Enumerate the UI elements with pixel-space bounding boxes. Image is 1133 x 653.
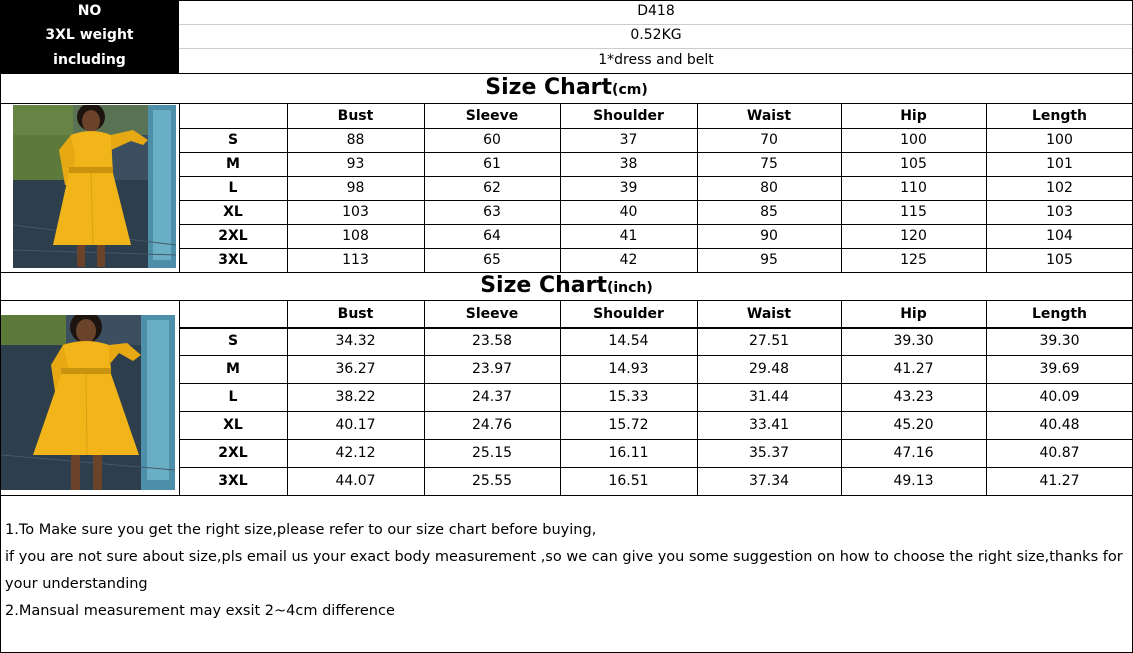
table-cell: 24.37 [471, 389, 513, 405]
table-cell: 41 [619, 228, 638, 244]
cm-chart-title [0, 75, 1133, 100]
table-cell: 100 [1046, 132, 1073, 148]
table-cell: 49.13 [893, 473, 934, 489]
table-cell: 102 [1046, 180, 1073, 196]
table-cell: 23.97 [471, 361, 513, 377]
table-cell: 120 [900, 228, 927, 244]
size-label: M [226, 361, 240, 377]
table-cell: 16.11 [608, 445, 649, 461]
table-cell: 38 [619, 156, 638, 172]
info-value-weight: 0.52KG [630, 27, 682, 43]
size-label: L [228, 389, 238, 405]
table-cell: 41.27 [893, 361, 934, 377]
table-cell: 105 [900, 156, 927, 172]
table-cell: 100 [900, 132, 927, 148]
table-cell: 113 [342, 252, 369, 268]
table-cell: 34.32 [335, 333, 376, 349]
table-cell: 105 [1046, 252, 1073, 268]
table-cell: 16.51 [608, 473, 649, 489]
table-cell: 101 [1046, 156, 1073, 172]
column-header-hip: Hip [900, 107, 927, 124]
note-line-3: your understanding [5, 576, 148, 592]
table-cell: 104 [1046, 228, 1073, 244]
table-cell: 15.72 [608, 417, 649, 433]
note-line-2: if you are not sure about size,pls email us your exact body measurement ,so we can give you some suggestion on how to choose the right size,thanks for [5, 549, 1123, 565]
product-photo-cm [13, 105, 176, 268]
size-label: 2XL [218, 445, 248, 461]
table-cell: 25.15 [471, 445, 513, 461]
table-cell: 23.58 [471, 333, 513, 349]
table-cell: 62 [483, 180, 501, 196]
column-header-shoulder: Shoulder [593, 107, 664, 124]
size-label: 3XL [218, 252, 248, 268]
column-header-length: Length [1031, 305, 1088, 322]
table-cell: 31.44 [748, 389, 790, 405]
dress-photo-image [13, 105, 176, 268]
table-cell: 115 [900, 204, 927, 220]
table-cell: 39.30 [1039, 333, 1080, 349]
table-cell: 39 [619, 180, 638, 196]
table-cell: 42.12 [335, 445, 376, 461]
table-cell: 39.69 [1039, 361, 1080, 377]
column-header-sleeve: Sleeve [465, 305, 519, 322]
size-label: XL [223, 204, 243, 220]
size-label: L [228, 180, 238, 196]
table-cell: 24.76 [471, 417, 513, 433]
table-cell: 61 [483, 156, 501, 172]
table-cell: 80 [760, 180, 778, 196]
column-header-hip: Hip [900, 305, 927, 322]
table-cell: 95 [760, 252, 778, 268]
table-cell: 35.37 [748, 445, 790, 461]
table-cell: 41.27 [1039, 473, 1080, 489]
inch-chart-title [0, 273, 1133, 298]
table-cell: 29.48 [748, 361, 790, 377]
info-label-including: including [53, 52, 126, 68]
table-cell: 14.93 [608, 361, 649, 377]
table-cell: 103 [342, 204, 369, 220]
table-cell: 27.51 [748, 333, 790, 349]
table-cell: 110 [900, 180, 927, 196]
inch-chart-unit: (inch) [606, 280, 653, 296]
column-header-shoulder: Shoulder [593, 305, 664, 322]
size-label: XL [223, 417, 243, 433]
border-line [0, 495, 1133, 496]
table-cell: 98 [346, 180, 365, 196]
table-cell: 85 [760, 204, 778, 220]
table-cell: 60 [483, 132, 501, 148]
table-cell: 40 [619, 204, 638, 220]
table-cell: 40.48 [1039, 417, 1080, 433]
table-cell: 64 [483, 228, 501, 244]
column-header-bust: Bust [337, 305, 374, 322]
info-label-no: NO [77, 3, 102, 19]
size-label: S [227, 333, 239, 349]
table-cell: 37 [619, 132, 638, 148]
column-header-sleeve: Sleeve [465, 107, 519, 124]
table-cell: 103 [1046, 204, 1073, 220]
table-cell: 108 [342, 228, 369, 244]
table-cell: 40.17 [335, 417, 376, 433]
info-value-no: D418 [637, 3, 675, 19]
border-line [0, 0, 1133, 1]
table-cell: 125 [900, 252, 927, 268]
product-photo-inch [1, 315, 175, 490]
size-label: M [226, 156, 240, 172]
dress-photo-image [1, 315, 175, 490]
table-cell: 70 [760, 132, 778, 148]
column-header-bust: Bust [337, 107, 374, 124]
table-cell: 40.09 [1039, 389, 1080, 405]
table-cell: 88 [346, 132, 365, 148]
table-cell: 33.41 [748, 417, 790, 433]
table-cell: 15.33 [608, 389, 649, 405]
table-cell: 40.87 [1039, 445, 1080, 461]
table-cell: 65 [483, 252, 501, 268]
column-header-waist: Waist [746, 107, 792, 124]
size-label: 2XL [218, 228, 248, 244]
border-line [0, 73, 1133, 74]
table-cell: 90 [760, 228, 778, 244]
cm-chart-unit: (cm) [612, 82, 648, 98]
border-line [179, 48, 1133, 49]
table-cell: 39.30 [893, 333, 934, 349]
table-cell: 38.22 [335, 389, 376, 405]
table-cell: 42 [619, 252, 638, 268]
table-cell: 44.07 [335, 473, 376, 489]
cm-chart-title-text: Size Chart [485, 75, 613, 100]
note-line-4: 2.Mansual measurement may exsit 2~4cm difference [5, 603, 395, 619]
table-cell: 45.20 [893, 417, 934, 433]
table-cell: 75 [760, 156, 778, 172]
table-cell: 47.16 [893, 445, 934, 461]
size-label: S [227, 132, 239, 148]
info-value-including: 1*dress and belt [598, 52, 714, 68]
table-cell: 36.27 [335, 361, 376, 377]
info-label-weight: 3XL weight [45, 27, 134, 43]
column-header-waist: Waist [746, 305, 792, 322]
inch-chart-title-text: Size Chart [480, 273, 607, 298]
table-cell: 43.23 [893, 389, 934, 405]
note-line-1: 1.To Make sure you get the right size,please refer to our size chart before buying, [5, 522, 597, 538]
column-header-length: Length [1031, 107, 1088, 124]
size-label: 3XL [218, 473, 248, 489]
table-cell: 25.55 [471, 473, 513, 489]
table-cell: 14.54 [608, 333, 649, 349]
table-cell: 93 [346, 156, 365, 172]
border-line [179, 24, 1133, 25]
table-cell: 63 [483, 204, 501, 220]
table-cell: 37.34 [748, 473, 790, 489]
